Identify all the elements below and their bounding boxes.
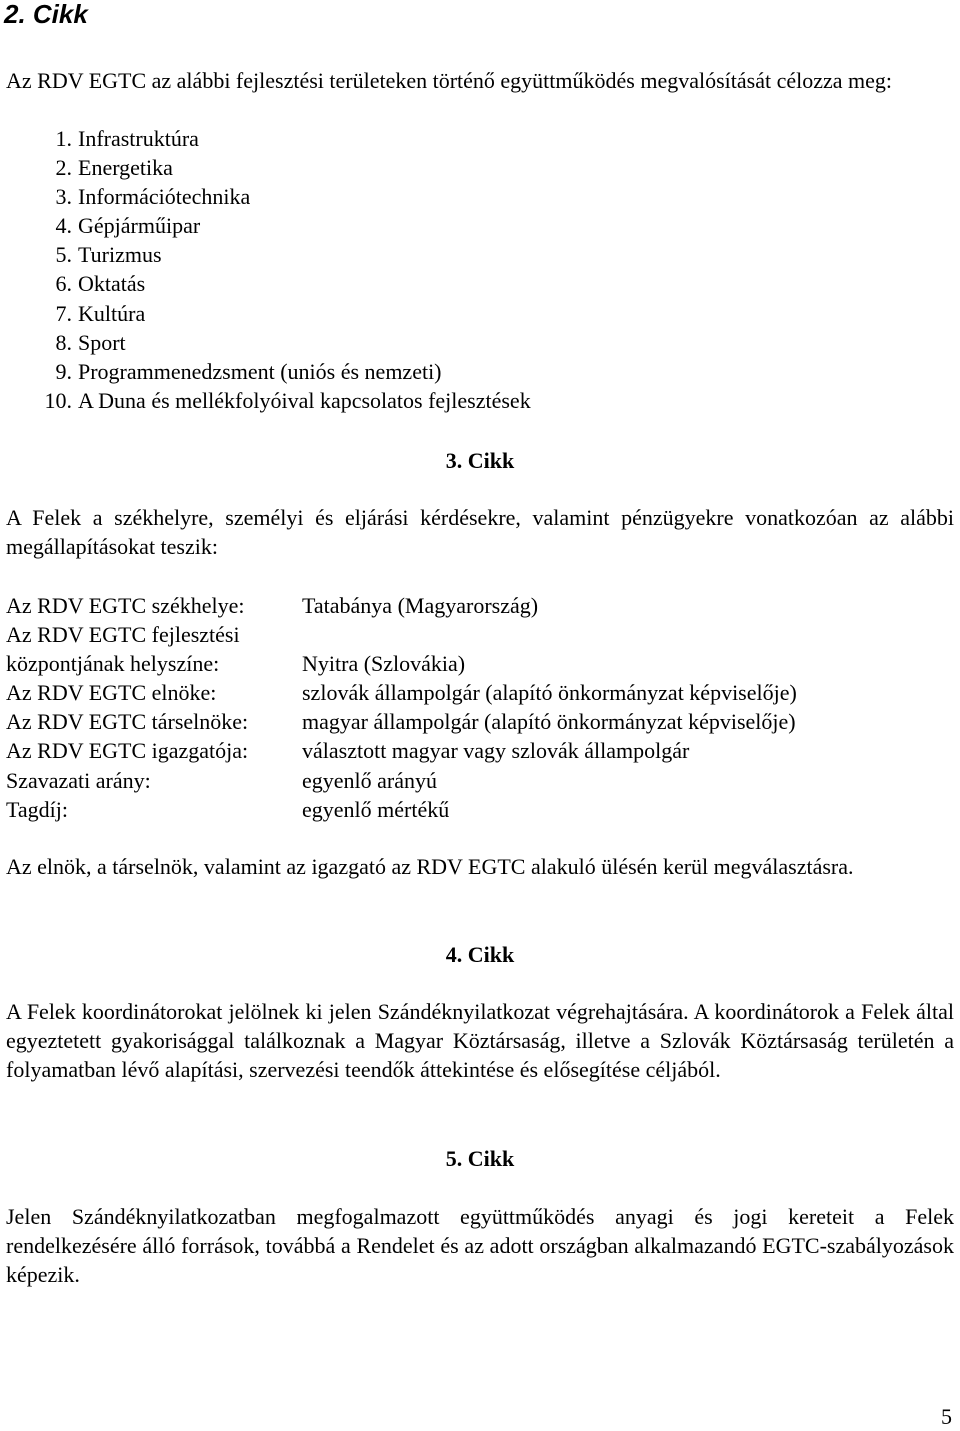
- list-item-number: 2.: [55, 155, 72, 181]
- row-value: szlovák állampolgár (alapító önkormányzat képviselője): [302, 680, 797, 706]
- list-item-number: 5.: [55, 242, 72, 268]
- table-row: [6, 678, 946, 707]
- article-4-text: A Felek koordinátorokat jelölnek ki jelen Szándéknyilatkozat végrehajtására. A koordinátorok a Felek által egyeztetett gyakorisággal találkoznak a Magyar Köztársaság, illetve a Szlovák Köztársaság területén a folyamatban lévő alapítási, szervezési teendők áttekintése és elősegítése céljából.: [6, 999, 954, 1082]
- list-item-number: 9.: [55, 358, 72, 384]
- list-item-number: 1.: [55, 126, 72, 151]
- row-label: Tagdíj:: [6, 796, 69, 822]
- list-item-number: 6.: [55, 271, 72, 297]
- list-item: [6, 153, 531, 182]
- table-row: [6, 620, 946, 649]
- list-item: [6, 240, 531, 269]
- row-label: Az RDV EGTC társelnöke:: [6, 709, 249, 735]
- list-item: [6, 211, 531, 240]
- row-value: magyar állampolgár (alapító önkormányzat képviselője): [302, 709, 796, 735]
- list-item: [6, 386, 531, 415]
- row-label: Az RDV EGTC igazgatója:: [6, 738, 249, 764]
- table-row: [6, 591, 946, 620]
- table-row: [6, 707, 946, 736]
- row-label: Szavazati arány:: [6, 767, 151, 793]
- list-item-text: Turizmus: [78, 242, 162, 268]
- table-row: [6, 795, 946, 824]
- list-item-text: Infrastruktúra: [78, 126, 199, 151]
- table-row: [6, 649, 946, 678]
- page-number: 5: [941, 1404, 952, 1429]
- list-item-number: 4.: [55, 213, 72, 239]
- row-value: Nyitra (Szlovákia): [302, 651, 466, 677]
- list-item-text: Sport: [78, 329, 126, 355]
- list-item: [6, 269, 531, 298]
- row-value: egyenlő arányú: [302, 767, 437, 793]
- table-row: [6, 766, 946, 795]
- row-value: Tatabánya (Magyarország): [302, 593, 539, 618]
- list-item: [6, 124, 531, 153]
- list-item-text: Gépjárműipar: [78, 213, 201, 239]
- list-item-text: Energetika: [78, 155, 173, 181]
- list-item: [6, 328, 531, 357]
- article-3-intro: A Felek a székhelyre, személyi és eljárási kérdésekre, valamint pénzügyekre vonatkozóan az alábbi megállapításokat teszik:: [6, 505, 954, 559]
- list-item-number: 7.: [55, 300, 72, 326]
- list-item: [6, 182, 531, 211]
- row-label: központjának helyszíne:: [6, 651, 220, 677]
- list-item-text: Információtechnika: [78, 184, 251, 210]
- development-areas-list: [6, 124, 531, 415]
- seat-details-table: [6, 591, 946, 824]
- list-item-number: 8.: [55, 329, 72, 355]
- list-item-text: Oktatás: [78, 271, 146, 297]
- row-value: egyenlő mértékű: [302, 796, 450, 822]
- list-item-text: Programmenedzsment (uniós és nemzeti): [78, 358, 442, 384]
- list-item: [6, 299, 531, 328]
- article-2-title: 2. Cikk: [4, 0, 88, 29]
- row-label: Az RDV EGTC elnöke:: [6, 680, 217, 706]
- article-4-title: 4. Cikk: [445, 942, 515, 967]
- article-5-text: Jelen Szándéknyilatkozatban megfogalmazott együttműködés anyagi és jogi kereteit a Felek rendelkezésére álló források, továbbá a Rendelet és az adott országban alkalmazandó EGTC-szabályozások képezik.: [6, 1204, 954, 1287]
- row-label: Az RDV EGTC székhelye:: [6, 593, 245, 618]
- list-item-number: 3.: [55, 184, 72, 210]
- row-value: választott magyar vagy szlovák állampolgár: [302, 738, 690, 764]
- article-5-title: 5. Cikk: [445, 1146, 515, 1171]
- article-3-title: 3. Cikk: [445, 448, 515, 473]
- list-item-text: Kultúra: [78, 300, 146, 326]
- row-label: Az RDV EGTC fejlesztési: [6, 622, 240, 648]
- article-3-closing: Az elnök, a társelnök, valamint az igazgató az RDV EGTC alakuló ülésén kerül megválasztásra.: [6, 854, 854, 879]
- list-item-number: 10.: [44, 387, 72, 413]
- list-item: [6, 357, 531, 386]
- table-row: [6, 736, 946, 765]
- list-item-text: A Duna és mellékfolyóival kapcsolatos fejlesztések: [78, 387, 531, 413]
- article-2-intro: Az RDV EGTC az alábbi fejlesztési területeken történő együttműködés megvalósítását célozza meg:: [6, 68, 893, 93]
